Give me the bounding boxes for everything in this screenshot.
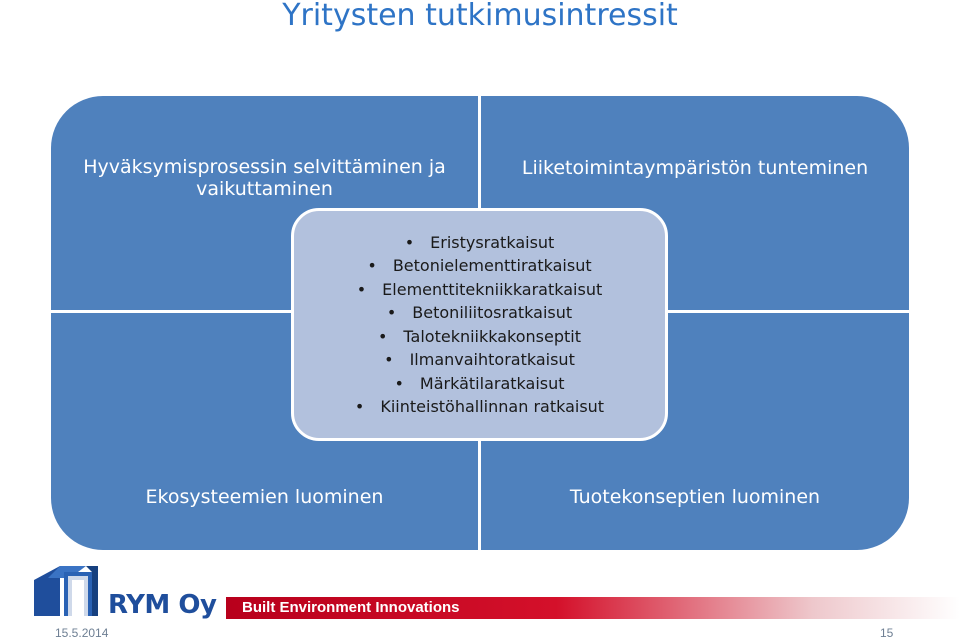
quadrant-label-top-left: Hyväksymisprosessin selvittäminen ja vaikuttaminen [83, 156, 446, 200]
logo-tagline: Built Environment Innovations [242, 599, 460, 616]
page-title: Yritysten tutkimusintressit [282, 0, 678, 33]
tagline-banner [226, 597, 960, 619]
page-number: 15 [880, 626, 894, 640]
center-list-item: • Kiinteistöhallinnan ratkaisut [355, 395, 604, 419]
center-list-item: • Ilmanvaihtoratkaisut [355, 348, 604, 372]
center-list [355, 231, 604, 419]
rym-logo-mark-icon [34, 562, 106, 620]
center-box [291, 208, 668, 441]
logo-name: RYM Oy [108, 590, 217, 620]
quadrant-label-bottom-left: Ekosysteemien luominen [145, 485, 384, 508]
quadrant-label-bottom-right: Tuotekonseptien luominen [569, 485, 821, 508]
quadrant-label-top-right: Liiketoimintaympäristön tunteminen [521, 157, 869, 179]
footer-date: 15.5.2014 [55, 626, 109, 640]
center-list-item: • Elementtitekniikkaratkaisut [355, 278, 604, 302]
center-list-item: • Betoniliitosratkaisut [355, 301, 604, 325]
center-list-item: • Märkätilaratkaisut [355, 372, 604, 396]
center-list-item: • Eristysratkaisut [355, 231, 604, 255]
center-list-item: • Talotekniikkakonseptit [355, 325, 604, 349]
center-list-item: • Betonielementtiratkaisut [355, 254, 604, 278]
